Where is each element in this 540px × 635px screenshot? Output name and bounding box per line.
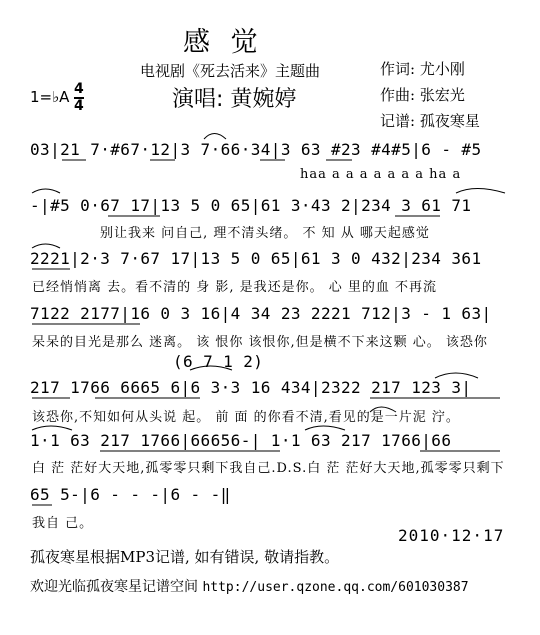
slur-mark	[305, 426, 345, 430]
notation-line: 7122 2177|16 0 3 16|4 34 23 2221 712|3 - 1 63|	[30, 304, 492, 323]
slur-mark	[32, 244, 60, 248]
score-title: 感 觉	[183, 27, 264, 58]
key-signature: 1=♭A	[30, 88, 70, 106]
lyric-line: 该恐你,不知如何从头说 起。 前 面 的你看不清,看见的是一片泥 泞。	[32, 410, 460, 425]
slur-mark	[32, 189, 60, 193]
slur-mark	[32, 426, 72, 430]
lyric-line: 我自 己。	[32, 516, 94, 531]
score-subtitle: 电视剧《死去活来》主题曲	[140, 62, 321, 80]
site-credit	[30, 576, 469, 596]
transcriber-credit: 记谱: 孤夜寒星	[380, 112, 480, 130]
transcriber-note: 孤夜寒星根据MP3记谱, 如有错误, 敬请指教。	[30, 548, 340, 566]
notation-line: 1·1 63 217 1766|66656-| 1·1 63 217 1766|66	[30, 431, 452, 450]
slur-mark	[456, 189, 505, 194]
lyricist-credit: 作词: 尤小刚	[380, 60, 465, 78]
slur-mark	[370, 407, 396, 412]
time-signature-bottom: 4	[74, 97, 84, 114]
notation-line: 2221|2·3 7·67 17|13 5 0 65|61 3 0 432|234 361	[30, 249, 482, 268]
lyric-line: 呆呆的目光是那么 迷离。 该 恨你 该恨你,但是横不下来这颗 心。 该恐你	[32, 335, 488, 350]
notation-line: 65 5-|6 - - -|6 - -‖	[30, 485, 231, 504]
site-url-link[interactable]: http://user.qzone.qq.com/601030387	[202, 580, 469, 595]
lyric-line: 别让我来 问自己, 理不清头绪。 不 知 从 哪天起感觉	[100, 226, 430, 241]
notation-line: 217 1766 6665 6|6 3·3 16 434|2322 217 123 3|	[30, 378, 472, 397]
slur-mark	[190, 366, 232, 370]
site-credit-text: 欢迎光临孤夜寒星记谱空间	[30, 579, 198, 595]
notation-line: 03|21 7·#67·12|3 7·66·34|3 63 #23 #4#5|6 - #5	[30, 140, 482, 159]
notation-line: -|#5 0·67 17|13 5 0 65|61 3·43 2|234 3 61 71	[30, 196, 472, 215]
lyric-line: 已经悄悄离 去。看不清的 身 影, 是我还是你。 心 里的血 不再流	[32, 280, 438, 295]
transcription-date: 2010·12·17	[398, 526, 505, 545]
lyric-line: 白 茫 茫好大天地,孤零零只剩下我自己.D.S.白 茫 茫好大天地,孤零零只剩下	[32, 461, 505, 476]
singer-credit: 演唱: 黄婉婷	[172, 87, 297, 112]
lyric-line: haa a a a a a a a ha a	[300, 167, 462, 182]
slur-mark	[204, 134, 226, 140]
slur-mark	[435, 373, 478, 378]
composer-credit: 作曲: 张宏光	[380, 86, 465, 104]
time-signature-top: 4	[74, 81, 84, 97]
inset-notes: (6 7 1 2)	[173, 352, 264, 371]
